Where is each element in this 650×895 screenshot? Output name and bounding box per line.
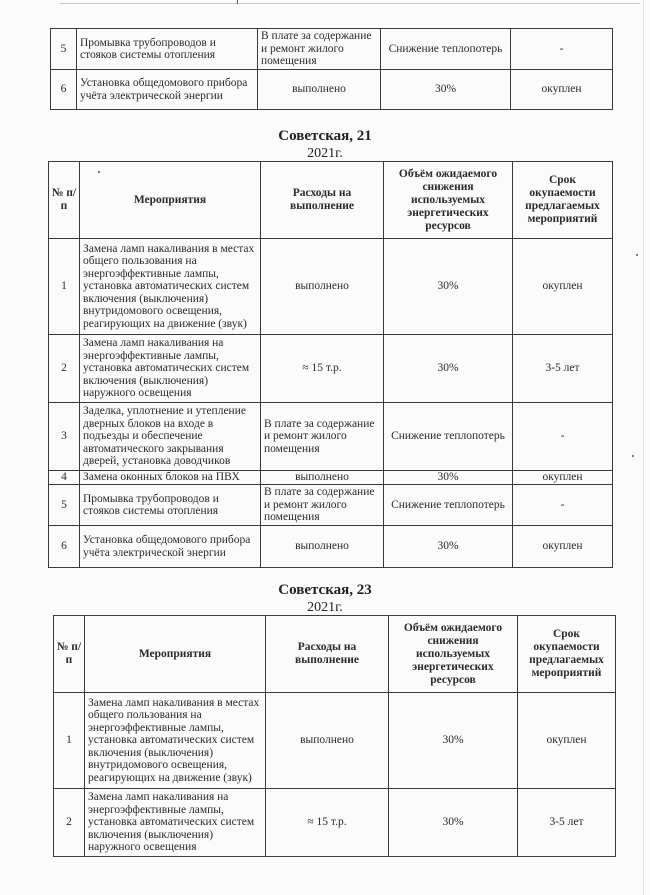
section-year: 2021г.	[307, 146, 343, 161]
table-row	[51, 29, 613, 70]
scan-speck	[636, 254, 638, 256]
row-number: 5	[51, 29, 77, 70]
activity-cell: Установка общедомового прибора учёта электрической энергии	[77, 70, 258, 110]
section-title: Советская, 23	[278, 582, 372, 598]
table-row	[49, 526, 613, 568]
activity-cell: Замена ламп накаливания на энергоэффективные лампы, установка автоматических систем включения (выключения) наружного освещения	[85, 789, 266, 857]
row-number: 6	[51, 70, 77, 110]
reduction-cell: Снижение теплопотерь	[384, 403, 513, 471]
table-row	[54, 693, 616, 789]
header-cost: Расходы на выполнение	[261, 162, 384, 239]
row-number: 1	[54, 693, 85, 789]
table-header-row	[54, 616, 616, 693]
row-number: 2	[54, 789, 85, 857]
activity-cell: Замена ламп накаливания на энергоэффективные лампы, установка автоматических систем включения (выключения) наружного освещения	[80, 335, 261, 403]
header-reduction: Объём ожидаемого снижения используемых энергетических ресурсов	[389, 616, 518, 693]
payback-cell: -	[511, 29, 613, 70]
activity-cell: Установка общедомового прибора учёта электрической энергии	[80, 526, 261, 568]
reduction-cell: Снижение теплопотерь	[381, 29, 511, 70]
payback-cell: -	[513, 485, 613, 526]
reduction-cell: Снижение теплопотерь	[384, 485, 513, 526]
header-reduction: Объём ожидаемого снижения используемых энергетических ресурсов	[384, 162, 513, 239]
row-number: 4	[49, 471, 80, 485]
row-number: 2	[49, 335, 80, 403]
row-number: 6	[49, 526, 80, 568]
header-payback: Срок окупаемости предлагаемых мероприятий	[518, 616, 616, 693]
payback-cell: окуплен	[513, 239, 613, 335]
payback-cell: окуплен	[513, 526, 613, 568]
table-row	[49, 485, 613, 526]
reduction-cell: 30%	[389, 789, 518, 857]
cost-cell: выполнено	[266, 693, 389, 789]
previous-page-rule	[60, 3, 640, 4]
header-num: № п/п	[54, 616, 85, 693]
cost-cell: выполнено	[261, 239, 384, 335]
cost-cell: В плате за содержание и ремонт жилого помещения	[258, 29, 381, 70]
cost-cell: выполнено	[258, 70, 381, 110]
reduction-cell: 30%	[384, 526, 513, 568]
activity-cell: Промывка трубопроводов и стояков системы отопления	[77, 29, 258, 70]
payback-cell: 3-5 лет	[518, 789, 616, 857]
table-row	[49, 335, 613, 403]
cost-cell: ≈ 15 т.р.	[266, 789, 389, 857]
cost-cell: В плате за содержание и ремонт жилого помещения	[261, 485, 384, 526]
activity-cell: Замена ламп накаливания в местах общего пользования на энергоэффективные лампы, установка автоматических систем включения (выключения) внутридомового освещения, реагирующих на движение (звук)	[80, 239, 261, 335]
measures-table-sovetskaya-21	[48, 161, 613, 568]
scan-speck	[632, 455, 634, 457]
reduction-cell: 30%	[381, 70, 511, 110]
payback-cell: окуплен	[518, 693, 616, 789]
reduction-cell: 30%	[389, 693, 518, 789]
continued-table	[50, 28, 613, 110]
payback-cell: -	[513, 403, 613, 471]
table-row	[54, 789, 616, 857]
header-payback: Срок окупаемости предлагаемых мероприятий	[513, 162, 613, 239]
activity-cell: Замена ламп накаливания в местах общего пользования на энергоэффективные лампы, установка автоматических систем включения (выключения) внутридомового освещения, реагирующих на движение (звук)	[85, 693, 266, 789]
reduction-cell: 30%	[384, 335, 513, 403]
cost-cell: В плате за содержание и ремонт жилого помещения	[261, 403, 384, 471]
section-year: 2021г.	[307, 600, 343, 615]
header-activity: Мероприятия	[80, 162, 261, 239]
table-row	[49, 239, 613, 335]
cost-cell: выполнено	[261, 526, 384, 568]
payback-cell: окуплен	[513, 471, 613, 485]
row-number: 3	[49, 403, 80, 471]
header-num: № п/п	[49, 162, 80, 239]
header-activity: Мероприятия	[85, 616, 266, 693]
section-title: Советская, 21	[278, 128, 372, 144]
table-row	[49, 471, 613, 485]
cost-cell: выполнено	[261, 471, 384, 485]
table-row	[49, 403, 613, 471]
table-header-row	[49, 162, 613, 239]
reduction-cell: 30%	[384, 239, 513, 335]
scan-speck	[98, 171, 100, 173]
activity-cell: Заделка, уплотнение и утепление дверных блоков на входе в подъезды и обеспечение автоматического закрывания дверей, установка доводчиков	[80, 403, 261, 471]
row-number: 5	[49, 485, 80, 526]
activity-cell: Промывка трубопроводов и стояков системы отопления	[80, 485, 261, 526]
table-row	[51, 70, 613, 110]
payback-cell: 3-5 лет	[513, 335, 613, 403]
cost-cell: ≈ 15 т.р.	[261, 335, 384, 403]
row-number: 1	[49, 239, 80, 335]
activity-cell: Замена оконных блоков на ПВХ	[80, 471, 261, 485]
previous-page-tick	[237, 0, 238, 4]
header-cost: Расходы на выполнение	[266, 616, 389, 693]
measures-table-sovetskaya-23	[53, 615, 616, 857]
reduction-cell: 30%	[384, 471, 513, 485]
payback-cell: окуплен	[511, 70, 613, 110]
